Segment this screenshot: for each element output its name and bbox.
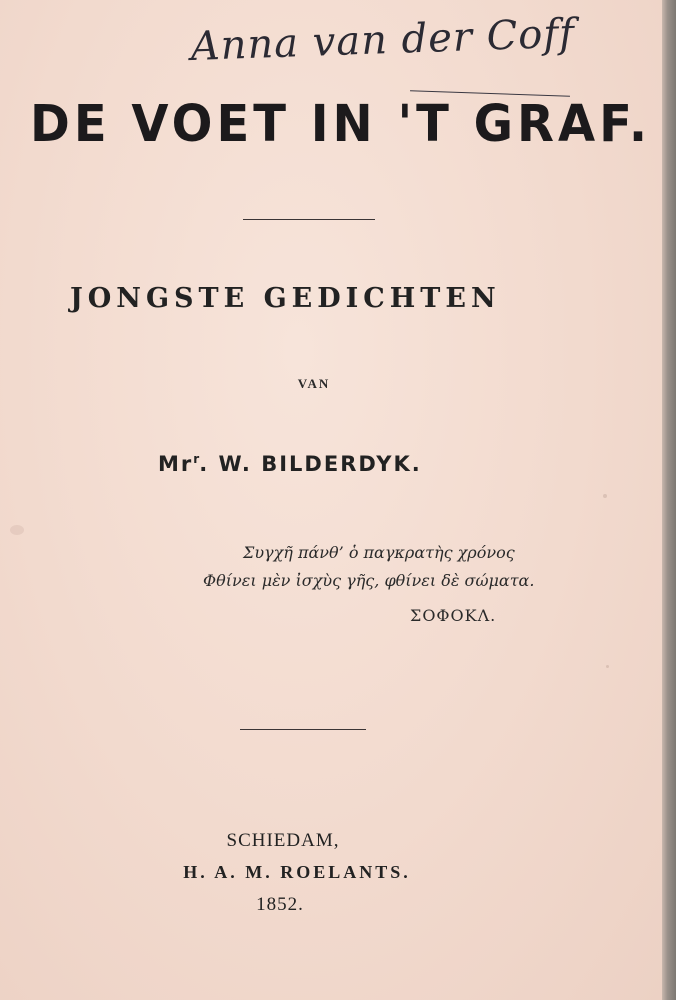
imprint-place: SCHIEDAM, xyxy=(226,830,340,851)
author-name xyxy=(158,452,488,476)
divider-bottom xyxy=(240,729,366,730)
page-edge xyxy=(662,0,676,1000)
imprint-publisher: H. A. M. ROELANTS. xyxy=(183,862,411,882)
book-title: DE VOET IN 'T GRAF. xyxy=(30,94,652,154)
epigraph-line-2: Φθίνει μὲν ἰσχὺς γῆς, φθίνει δὲ σώματα. xyxy=(203,571,535,590)
foxing-spot xyxy=(606,665,609,668)
imprint-year: 1852. xyxy=(256,894,304,915)
epigraph-attribution: ΣΟΦΟΚΛ. xyxy=(410,606,497,625)
by-label: VAN xyxy=(297,376,331,391)
author-surname: . W. BILDERDYK. xyxy=(199,452,422,476)
divider-top xyxy=(243,219,375,220)
inscription-text: Anna van der Coff xyxy=(190,10,576,70)
book-subtitle: JONGSTE GEDICHTEN xyxy=(70,283,501,314)
author-prefix: Mr xyxy=(158,452,194,476)
epigraph-line-1: Συγχῆ πάνθ’ ὁ παγκρατὴς χρόνος xyxy=(243,543,515,562)
foxing-spot xyxy=(603,494,607,498)
foxing-spot xyxy=(10,525,24,535)
author-prefix-superscript: r xyxy=(193,452,200,466)
